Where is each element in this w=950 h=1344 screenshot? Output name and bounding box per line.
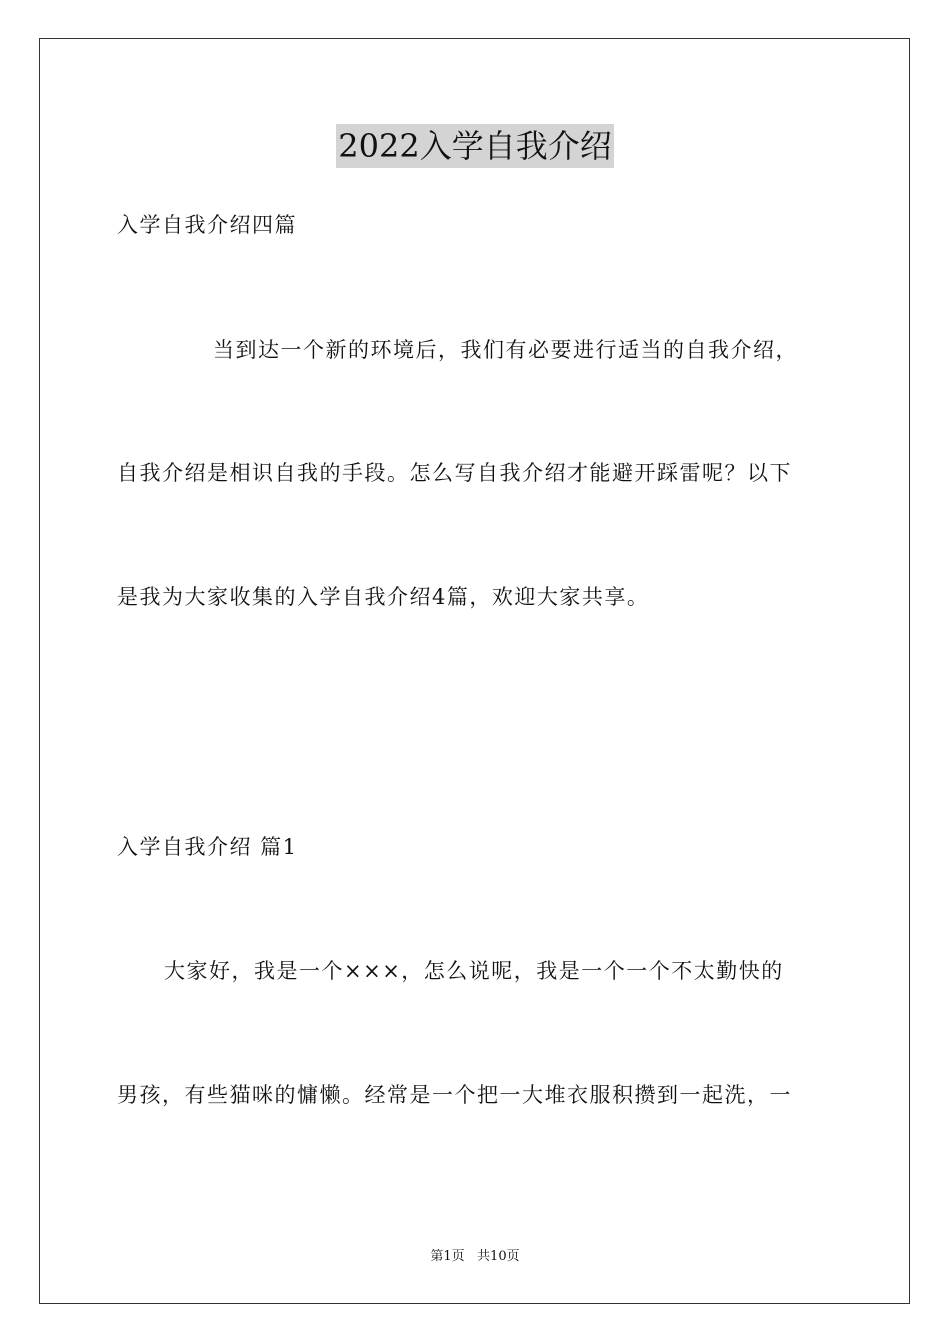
document-title: 2022入学自我介绍 [336,124,613,168]
document-subtitle: 入学自我介绍四篇 [117,213,297,237]
title-container [0,124,950,168]
intro-line-2: 自我介绍是相识自我的手段。怎么写自我介绍才能避开踩雷呢？以下 [117,461,792,485]
body-line-1: 大家好，我是一个×××，怎么说呢，我是一个一个不太勤快的 [164,959,784,983]
body-line-2: 男孩，有些猫咪的慵懒。经常是一个把一大堆衣服积攒到一起洗，一 [117,1083,792,1107]
intro-line-3: 是我为大家收集的入学自我介绍4篇，欢迎大家共享。 [117,585,650,609]
section-heading: 入学自我介绍 篇1 [117,835,298,859]
intro-line-1: 当到达一个新的环境后，我们有必要进行适当的自我介绍， [213,338,798,362]
page-footer: 第1页 共10页 [430,1249,520,1264]
